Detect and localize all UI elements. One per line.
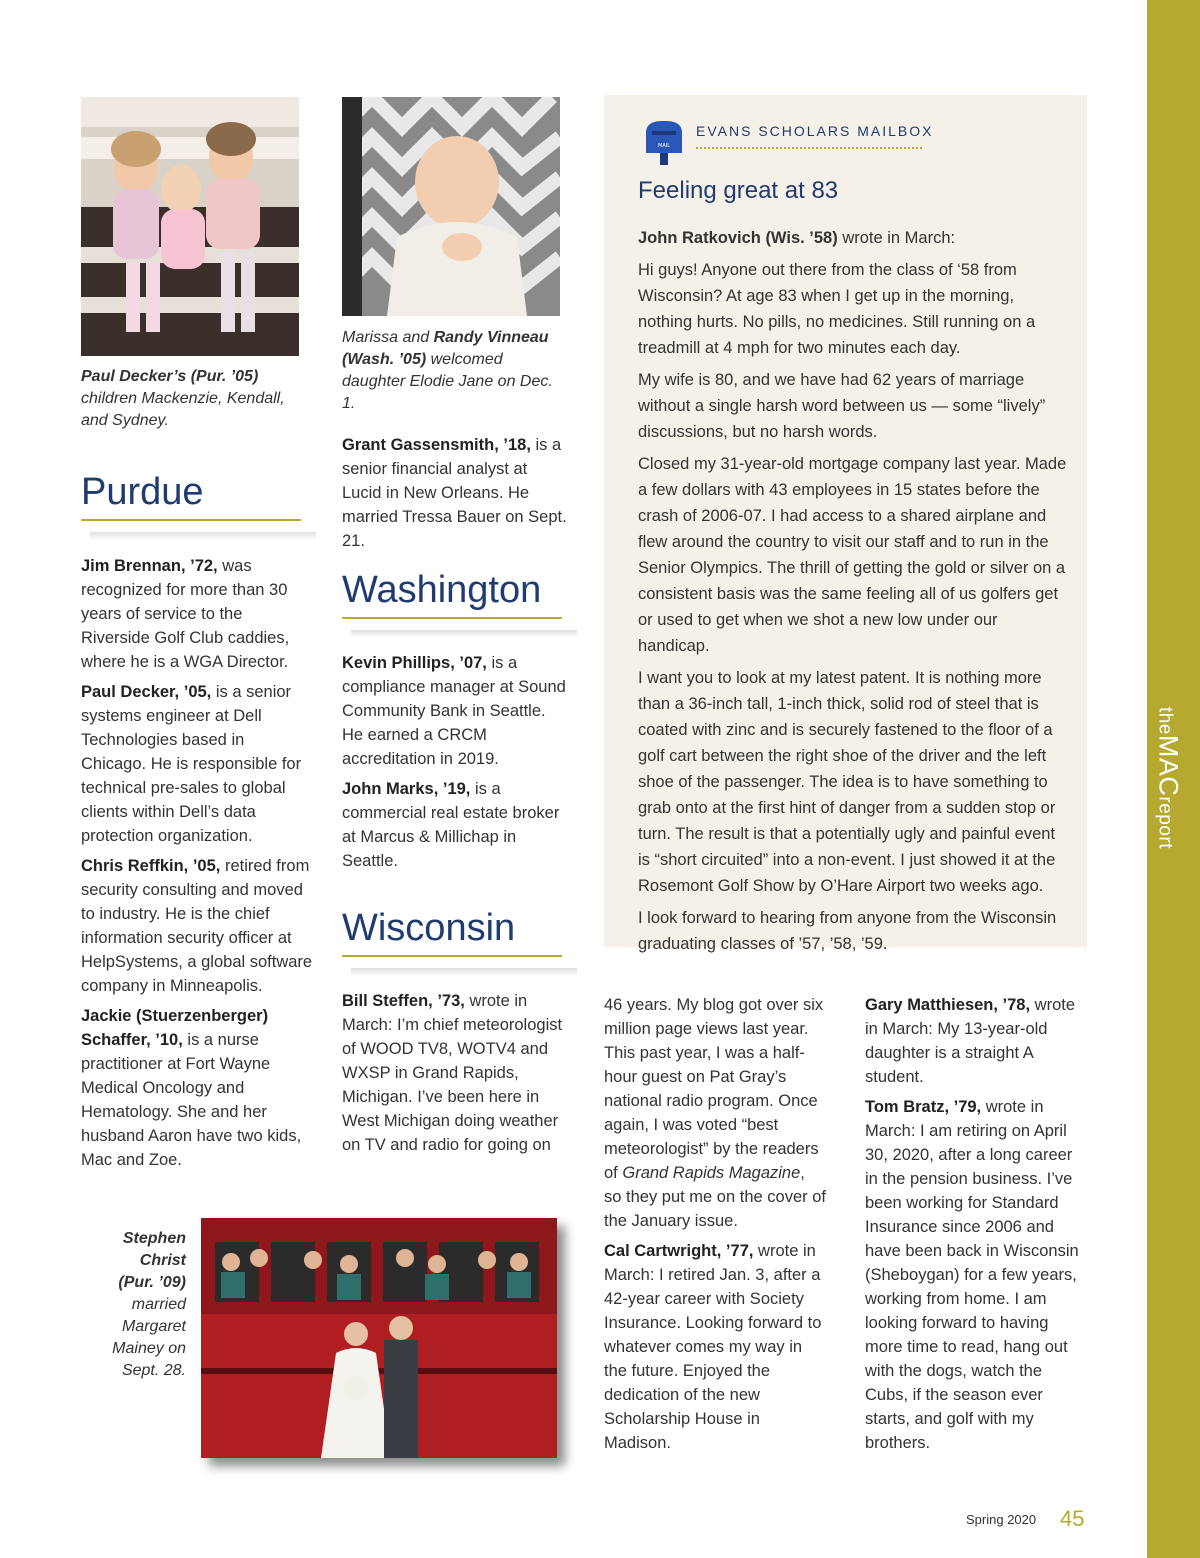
section-rule (81, 519, 301, 521)
mailbox-panel (604, 95, 1087, 953)
entry: Bill Steffen, ’73, wrote in March: I’m chief meteorologist of WOOD TV8, WOTV4 and WXSP in Grand Rapids, Michigan. I’ve been here in West Michigan doing weather on TV and radio for going on (342, 992, 563, 1154)
page-number: 45 (1060, 1506, 1085, 1531)
section-heading-purdue: Purdue (81, 471, 204, 513)
caption-decker: Paul Decker’s (Pur. ’05) children Mackenzie, Kendall, and Sydney. (81, 368, 285, 429)
column-washington (342, 651, 568, 879)
entry: Tom Bratz, ’79, wrote in March: I am retiring on April 30, 2020, after a long career in the pension business. I’ve been working for Standard Insurance since 2006 and have been back in Wisconsin (Sheboygan) for a few years, working from home. I am looking forward to having more time to read, hang out with the dogs, watch the Cubs, if the season ever starts, and golf with my brothers. (865, 1098, 1079, 1452)
mailbox-icon (644, 119, 684, 165)
column-wisconsin (342, 989, 568, 1163)
entry-continued: 46 years. My blog got over six million page views last year. This past year, I was a half-hour guest on Pat Gray’s national radio program. Once again, I was voted “best meteorologist” by the readers of Grand Rapids Magazine, so they put me on the cover of the January issue. (604, 996, 826, 1230)
entry: Gary Matthiesen, ’78, wrote in March: My 13-year-old daughter is a straight A student. (865, 996, 1076, 1086)
column-purdue (81, 554, 313, 1178)
mailbox-paragraph: My wife is 80, and we have had 62 years of marriage without a single harsh word between us — some “lively” discussions, but no harsh words. (638, 371, 1046, 441)
photo-christ-wedding (201, 1218, 557, 1458)
mailbox-paragraph: I look forward to hearing from anyone from the Wisconsin graduating classes of ’57, ’58, ’59. (638, 909, 1057, 953)
mailbox-title: Feeling great at 83 (638, 177, 839, 204)
rule-shadow (90, 532, 316, 540)
mailbox-body (638, 225, 1068, 963)
column-three (604, 993, 826, 1461)
column-grant (342, 433, 568, 559)
entry: Cal Cartwright, ’77, wrote in March: I retired Jan. 3, after a 42-year career with Society Insurance. Looking forward to whatever comes my way in the future. Enjoyed the dedication of the new Scholarship House in Madison. (604, 1242, 822, 1452)
mailbox-divider (696, 147, 922, 149)
svg-text:MAIL: MAIL (658, 143, 670, 149)
entry: Chris Reffkin, ’05, retired from security consulting and moved to industry. He is the chief information security officer at HelpSystems, a global software company in Minneapolis. (81, 857, 313, 995)
entry: Jim Brennan, ’72, was recognized for more than 30 years of service to the Riverside Golf Club caddies, where he is a WGA Director. (81, 557, 290, 671)
mailbox-paragraph: I want you to look at my latest patent. It is nothing more than a 36-inch tall, 1-inch thick, solid rod of steel that is coated with zinc and is securely fastened to the floor of a golf cart between the right shoe of the driver and the left shoe of the passenger. The idea is to have something to grab onto at the first hint of danger from a sudden stop or turn. The result is that a potentially ugly and painful event is “short circuited” into a non-event. I just showed it at the Rosemont Golf Show by O’Hare Airport two weeks ago. (638, 669, 1056, 895)
entry: Kevin Phillips, ’07, is a compliance manager at Sound Community Bank in Seattle. He earned a CRCM accreditation in 2019. (342, 654, 566, 768)
magazine-brand: theMACreport (1153, 706, 1184, 850)
photo-decker-children (81, 97, 299, 356)
mailbox-paragraph: Hi guys! Anyone out there from the class of ‘58 from Wisconsin? At age 83 when I get up in the morning, nothing hurts. No pills, no medicines. Still running on a treadmill at 4 mph for two minutes each day. (638, 261, 1036, 357)
rule-shadow (351, 968, 577, 976)
entry: Jackie (Stuerzenberger) Schaffer, ’10, is a nurse practitioner at Fort Wayne Medical Oncology and Hematology. She and her husband Aaron have two kids, Mac and Zoe. (81, 1007, 302, 1169)
section-heading-wisconsin: Wisconsin (342, 907, 516, 949)
caption-christ: Stephen Christ (Pur. ’09) married Margaret Mainey on Sept. 28. (112, 1230, 186, 1379)
section-rule (342, 955, 562, 957)
mailbox-paragraph: Closed my 31-year-old mortgage company last year. Made a few dollars with 43 employees in 15 states before the crash of 2006-07. I had access to a shared airplane and flew around the country to visit our staff and to run in the Senior Olympics. The thrill of getting the gold or silver on a consistent basis was the same feeling all of us golfers get or used to get when we shot a new low under our handicap. (638, 455, 1067, 655)
entry: Paul Decker, ’05, is a senior systems engineer at Dell Technologies based in Chicago. He is responsible for technical pre-sales to global clients within Dell’s data protection organization. (81, 683, 302, 845)
section-rule (342, 617, 562, 619)
column-four (865, 993, 1087, 1461)
photo-vinneau-baby (342, 97, 560, 316)
entry: John Marks, ’19, is a commercial real estate broker at Marcus & Millichap in Seattle. (342, 780, 560, 870)
entry: Grant Gassensmith, ’18, is a senior financial analyst at Lucid in New Orleans. He married Tressa Bauer on Sept. 21. (342, 436, 567, 550)
footer-season: Spring 2020 (966, 1512, 1037, 1527)
section-heading-washington: Washington (342, 569, 542, 611)
caption-vinneau: Marissa and Randy Vinneau (Wash. ’05) welcomed daughter Elodie Jane on Dec. 1. (342, 329, 553, 412)
mailbox-label: EVANS SCHOLARS MAILBOX (696, 123, 934, 139)
mailbox-intro: John Ratkovich (Wis. ’58) wrote in March: (638, 229, 956, 247)
rule-shadow (351, 630, 577, 638)
